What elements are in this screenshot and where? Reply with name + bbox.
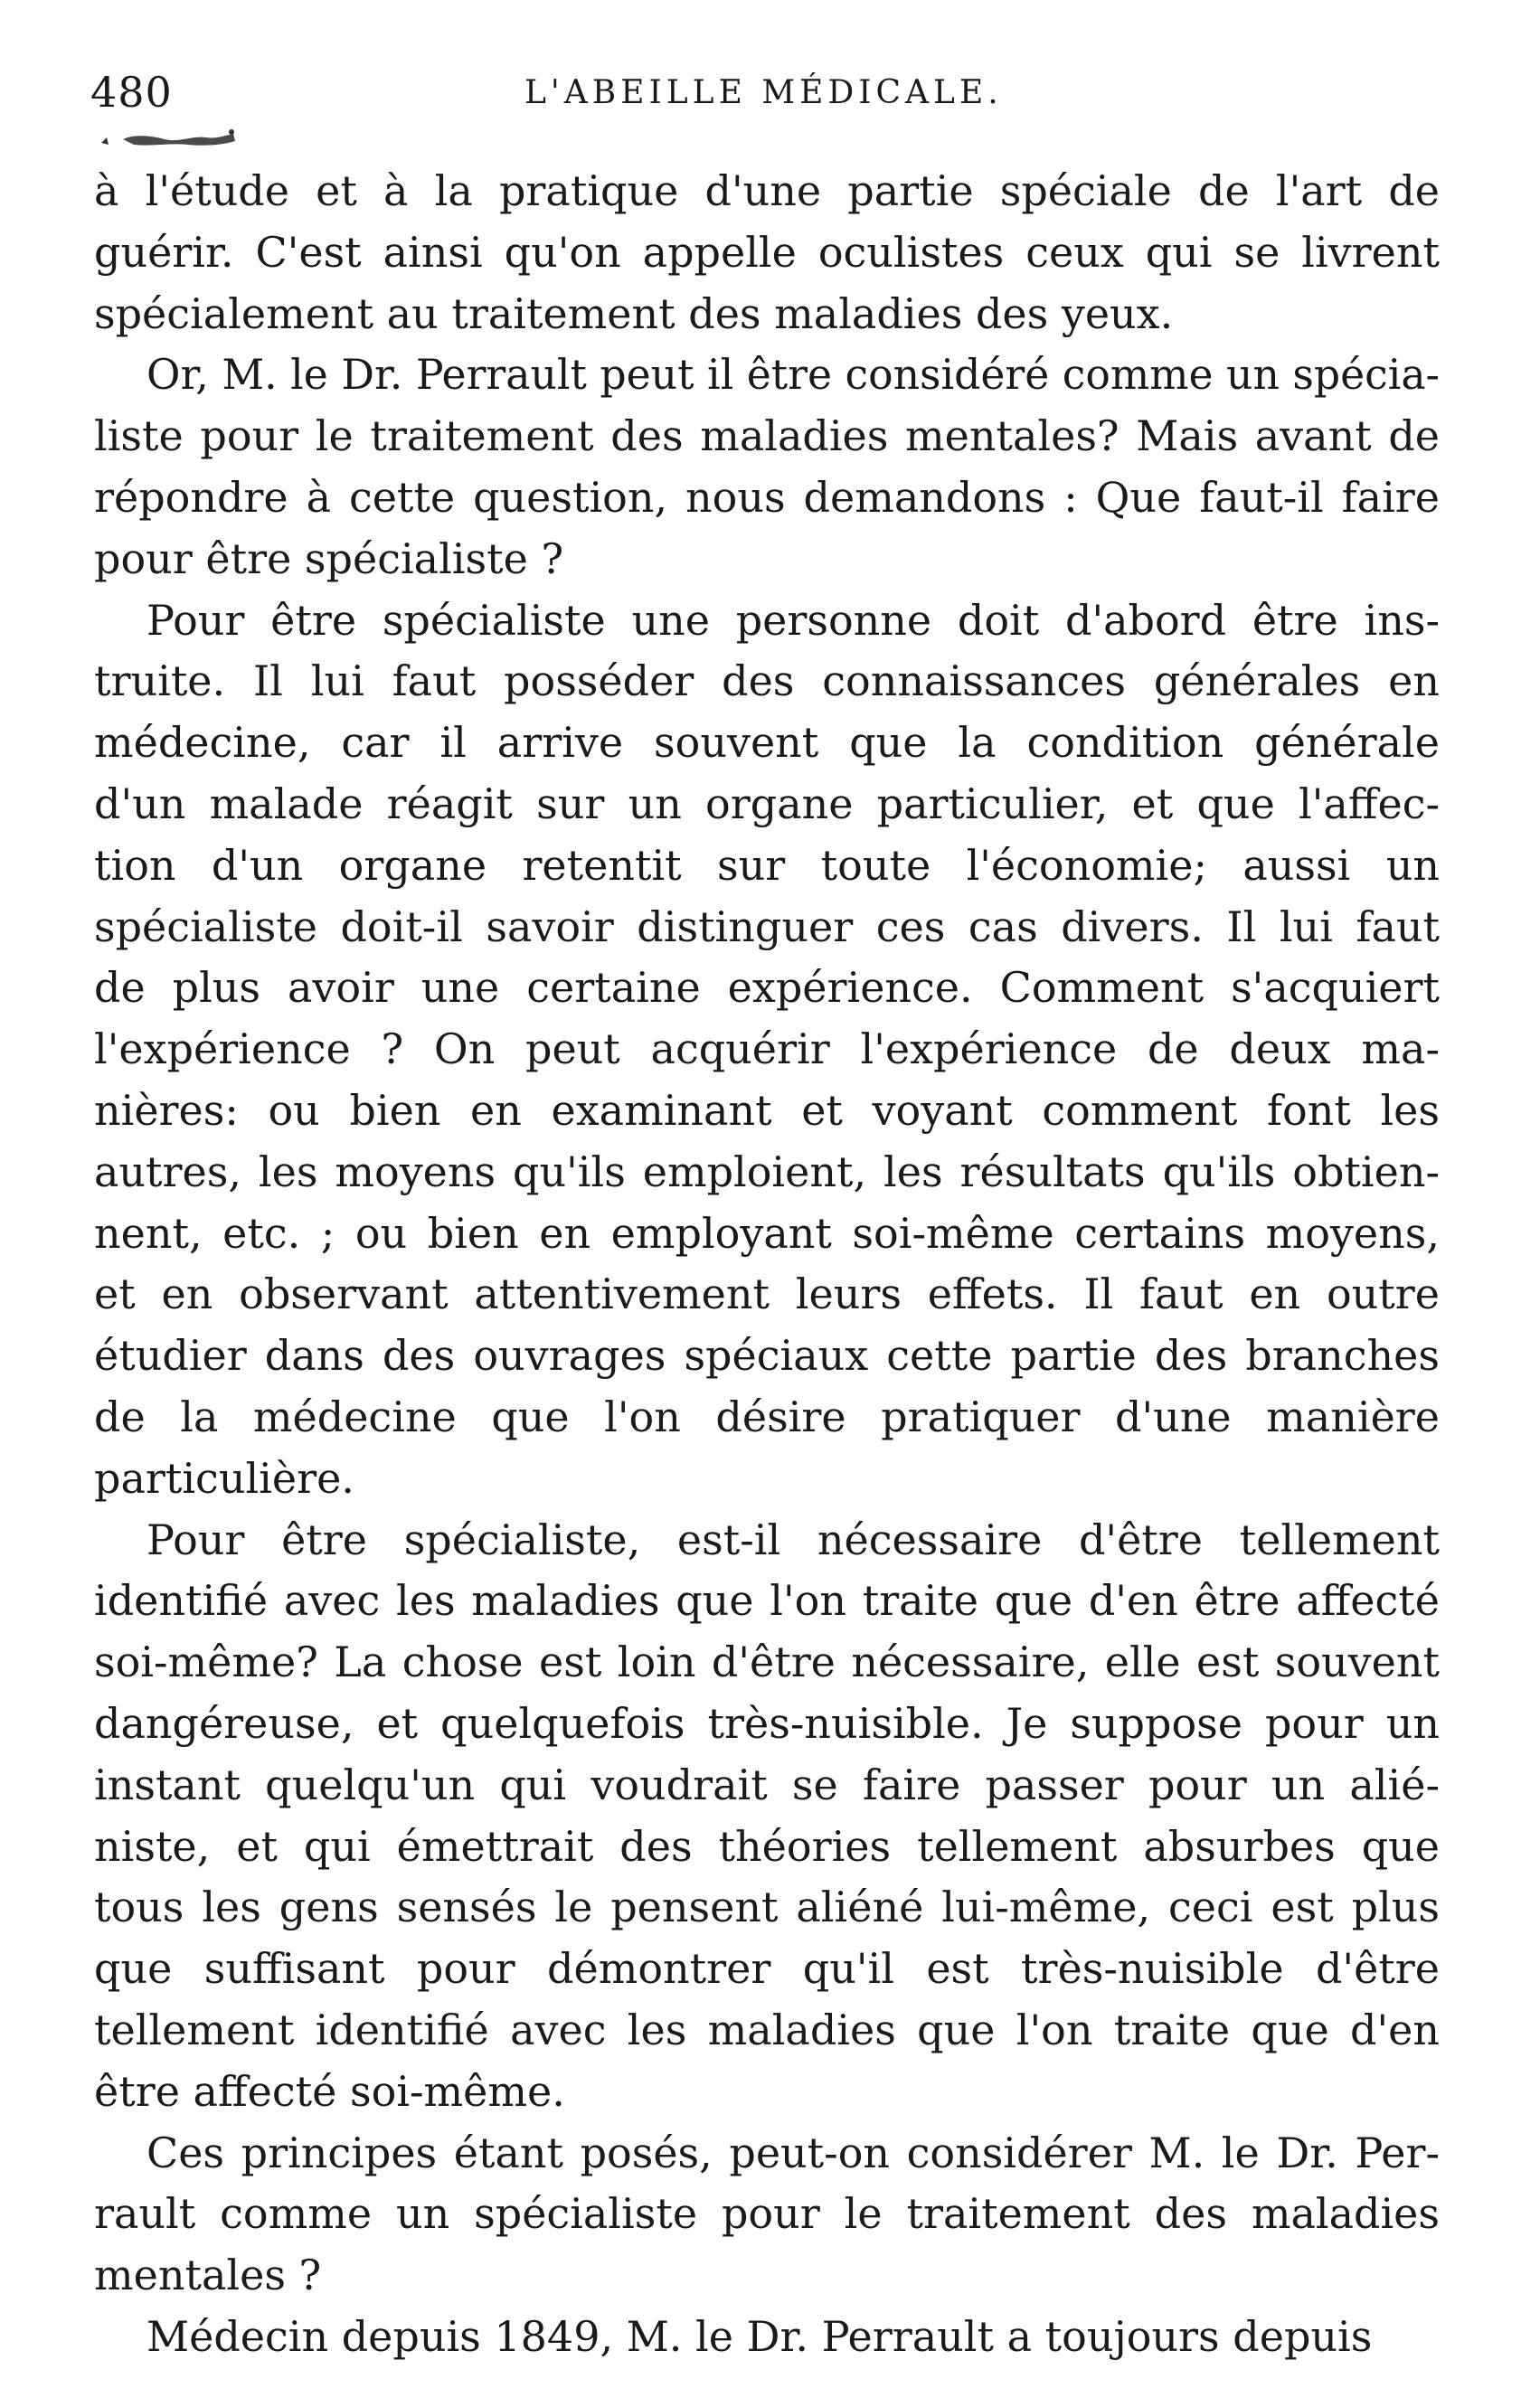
text-line: mentales ? [94, 2251, 322, 2300]
text-line: répondre à cette question, nous demandons : Que faut-il faire [94, 472, 1440, 522]
paragraph [94, 2307, 1440, 2368]
body-text [94, 161, 1440, 2368]
text-line: médecine, car il arrive souvent que la condition générale [94, 718, 1440, 768]
text-line: l'expérience ? On peut acquérir l'expérience de deux ma- [94, 1024, 1440, 1074]
page-header [90, 65, 1447, 119]
text-line: et en observant attentivement leurs effets. Il faut en outre [94, 1270, 1440, 1319]
text-line: Pour être spécialiste une personne doit d'abord être ins- [146, 595, 1440, 645]
text-line: guérir. C'est ainsi qu'on appelle oculistes ceux qui se livrent [94, 227, 1440, 277]
paragraph [94, 590, 1440, 1510]
text-line: de plus avoir une certaine expérience. Comment s'acquiert [94, 963, 1440, 1013]
text-line: tous les gens sensés le pensent aliéné lui-même, ceci est plus [94, 1883, 1440, 1932]
ink-blot-mark [98, 127, 242, 150]
paragraph [94, 161, 1440, 345]
paragraph [94, 1510, 1440, 2123]
running-title: L'ABEILLE MÉDICALE. [524, 74, 1003, 111]
text-line: soi-même? La chose est loin d'être nécessaire, elle est souvent [94, 1638, 1440, 1687]
text-line: à l'étude et à la pratique d'une partie spéciale de l'art de [94, 166, 1440, 215]
text-line: pour être spécialiste ? [94, 533, 564, 583]
text-line: étudier dans des ouvrages spéciaux cette partie des branches [94, 1331, 1440, 1381]
text-line: identifié avec les maladies que l'on traite que d'en être affecté [94, 1576, 1440, 1626]
text-line: de la médecine que l'on désire pratiquer d'une manière [94, 1392, 1440, 1441]
text-line: tellement identifié avec les maladies que l'on traite que d'en [94, 2005, 1440, 2054]
text-line: liste pour le traitement des maladies mentales? Mais avant de [94, 411, 1440, 461]
text-line: nières: ou bien en examinant et voyant comment font les [94, 1085, 1440, 1135]
text-line: instant quelqu'un qui voudrait se faire passer pour un alié- [94, 1760, 1440, 1809]
text-line: autres, les moyens qu'ils emploient, les résultats qu'ils obtien- [94, 1147, 1440, 1196]
text-line: nent, etc. ; ou bien en employant soi-même certains moyens, [94, 1208, 1440, 1258]
text-line: tion d'un organe retentit sur toute l'économie; aussi un [94, 840, 1440, 890]
text-line: truite. Il lui faut posséder des connaissances générales en [94, 656, 1440, 706]
text-line: Pour être spécialiste, est-il nécessaire d'être tellement [146, 1515, 1440, 1564]
page-number: 480 [90, 68, 173, 117]
text-line: d'un malade réagit sur un organe particulier, et que l'affec- [94, 779, 1440, 828]
text-line: Or, M. le Dr. Perrault peut il être considéré comme un spécia- [146, 351, 1440, 400]
paragraph [94, 2123, 1440, 2307]
text-line: dangéreuse, et quelquefois très-nuisible. Je suppose pour un [94, 1698, 1440, 1748]
text-line: spécialement au traitement des maladies des yeux. [94, 288, 1174, 338]
text-line: Ces principes étant posés, peut-on considérer M. le Dr. Per- [146, 2128, 1440, 2177]
text-line: niste, et qui émettrait des théories tellement absurbes que [94, 1821, 1440, 1871]
text-line: être affecté soi-même. [94, 2066, 565, 2116]
text-line: spécialiste doit-il savoir distinguer ces cas divers. Il lui faut [94, 901, 1440, 951]
paragraph [94, 345, 1440, 590]
text-line: particulière. [94, 1453, 354, 1503]
text-line: Médecin depuis 1849, M. le Dr. Perrault a toujours depuis [146, 2311, 1373, 2361]
text-line: que suffisant pour démontrer qu'il est très-nuisible d'être [94, 1944, 1440, 1994]
text-line: rault comme un spécialiste pour le traitement des maladies [94, 2189, 1440, 2239]
